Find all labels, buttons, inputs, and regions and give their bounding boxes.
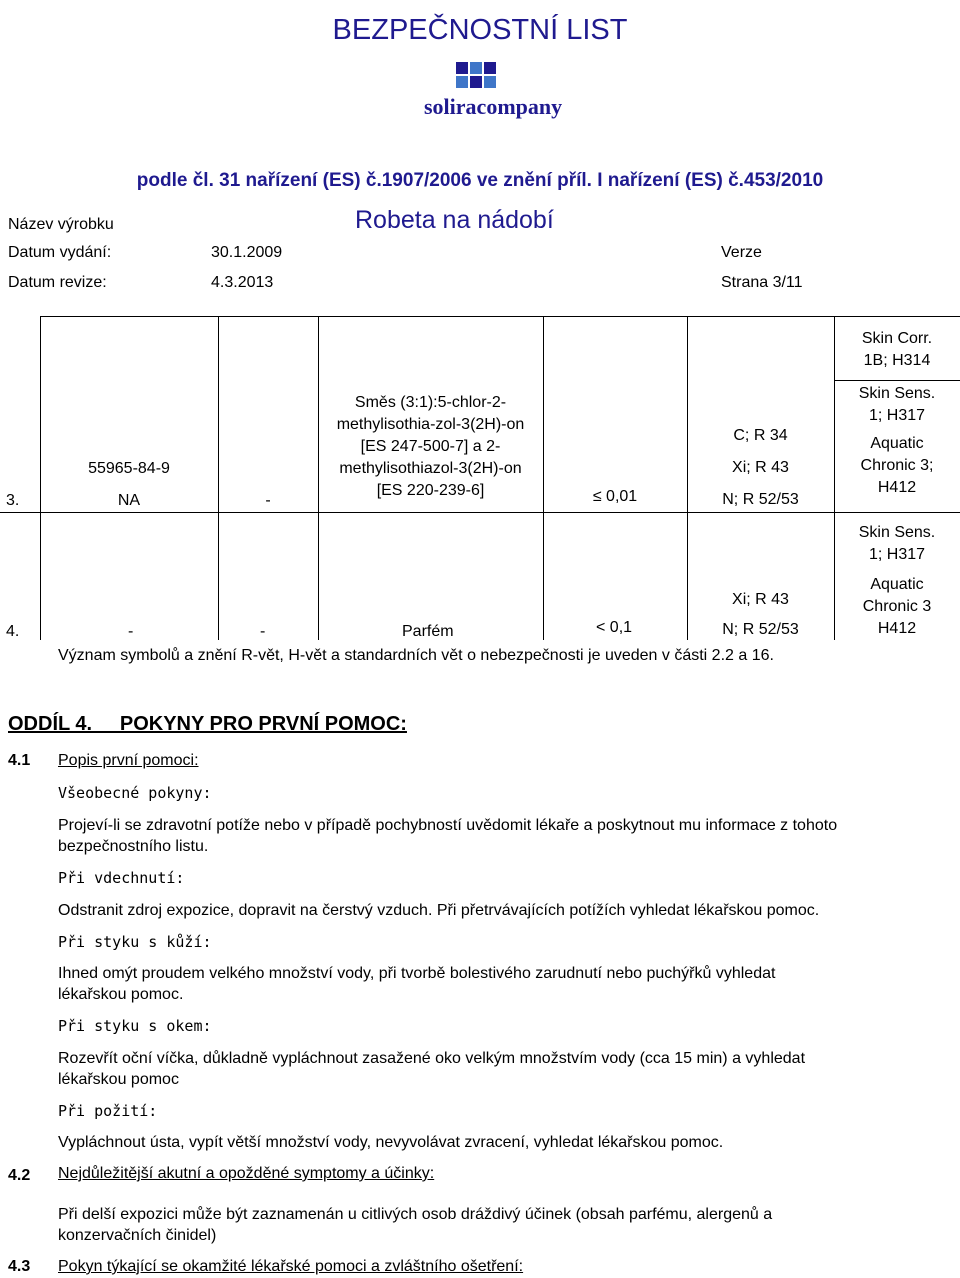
table-top-rule <box>40 316 960 317</box>
section-4-2-number: 4.2 <box>8 1167 31 1184</box>
row3-cas: 55965-84-9 <box>88 460 170 477</box>
regulation-line: podle čl. 31 nařízení (ES) č.1907/2006 ve znění příl. I nařízení (ES) č.453/2010 <box>136 170 824 191</box>
row4-class-line: Xi; R 43 <box>732 591 789 608</box>
section-4-title: ODDÍL 4. POKYNY PRO PRVNÍ POMOC: <box>8 713 407 735</box>
product-label: Název výrobku <box>8 216 114 233</box>
section-4-1-number: 4.1 <box>8 752 31 769</box>
product-name: Robeta na nádobí <box>355 206 554 234</box>
section-4-3-number: 4.3 <box>8 1258 31 1275</box>
row3-clp-line: 1B; H314 <box>863 352 931 369</box>
row4-class-line: N; R 52/53 <box>722 621 799 638</box>
row3-clp-line: Chronic 3; <box>860 457 934 474</box>
revision-date: 4.3.2013 <box>211 274 274 291</box>
row4-clp-line: H412 <box>877 620 917 637</box>
general-label: Všeobecné pokyny: <box>58 784 212 802</box>
row3-name-line: methylisothia-zol-3(2H)-on <box>336 416 525 433</box>
row3-concentration: ≤ 0,01 <box>592 488 638 505</box>
row3-clp-line: H412 <box>877 479 917 496</box>
table-footnote: Význam symbolů a znění R-vět, H-vět a standardních vět o nebezpečnosti je uveden v části 2.2 a 16. <box>58 647 774 664</box>
row3-number: 3. <box>6 492 20 509</box>
row3-class-line: C; R 34 <box>733 427 788 444</box>
skin-text: Ihned omýt proudem velkého množství vody, při tvorbě bolestivého zarudnutí nebo puchýřků vyhledat lékařskou pomoc. <box>58 965 776 1003</box>
table-cell-rule <box>834 380 960 381</box>
row3-clp-line: Skin Corr. <box>861 330 933 347</box>
row4-clp-line: 1; H317 <box>868 546 926 563</box>
section-4-2-text: Při delší expozici může být zaznamenán u citlivých osob dráždivý účinek (obsah parfému, alergenů a konzervačních činidel) <box>58 1206 773 1244</box>
row4-concentration: < 0,1 <box>596 619 633 636</box>
row3-class-line: Xi; R 43 <box>732 459 789 476</box>
version-label: Verze <box>721 244 762 261</box>
row3-clp-line: Aquatic <box>870 435 924 452</box>
ingestion-text: Vypláchnout ústa, vypít větší množství vody, nevyvolávat zvracení, vyhledat lékařskou pomoc. <box>58 1134 724 1151</box>
row4-ec: - <box>260 623 266 640</box>
row3-ec: NA <box>117 492 141 509</box>
row3-name-line: [ES 220-239-6] <box>376 482 485 499</box>
row4-classification <box>687 585 834 645</box>
row4-clp <box>834 522 960 640</box>
row4-number: 4. <box>6 623 20 640</box>
section-4-2-title: Nejdůležitější akutní a opožděné symptomy a účinky: <box>58 1165 435 1182</box>
row3-clp-line: 1; H317 <box>868 407 926 424</box>
row3-name-line: [ES 247-500-7] a 2- <box>360 438 501 455</box>
logo-text: soliracompany <box>424 94 563 119</box>
row3-clp-bottom <box>834 383 960 499</box>
revision-label: Datum revize: <box>8 274 107 291</box>
table-col-rule <box>543 316 544 640</box>
inhalation-text: Odstranit zdroj expozice, dopravit na čerstvý vzduch. Při přetrvávajících potížích vyhledat lékařskou pomoc. <box>58 902 820 919</box>
row3-name-line: Směs (3:1):5-chlor-2- <box>354 394 507 411</box>
row3-name <box>318 392 543 502</box>
skin-label: Při styku s kůží: <box>58 933 212 951</box>
row3-clp-top <box>834 328 960 372</box>
section-4-1-title: Popis první pomoci: <box>58 752 199 769</box>
general-text: Projeví-li se zdravotní potíže nebo v případě pochybností uvědomit lékaře a poskytnout mu informace z tohoto bezpečnostního listu. <box>58 817 838 855</box>
company-logo <box>422 58 563 136</box>
row3-index: - <box>265 492 271 509</box>
page-number: Strana 3/11 <box>721 274 803 291</box>
issue-label: Datum vydání: <box>8 244 112 261</box>
row4-clp-line: Aquatic <box>870 576 924 593</box>
row3-classification <box>687 420 834 516</box>
issue-date: 30.1.2009 <box>211 244 283 261</box>
eye-label: Při styku s okem: <box>58 1017 212 1035</box>
row4-cas: - <box>128 623 134 640</box>
row3-class-line: N; R 52/53 <box>722 491 799 508</box>
row3-name-line: methylisothiazol-3(2H)-on <box>339 460 522 477</box>
document-title: BEZPEČNOSTNÍ LIST <box>332 14 628 46</box>
ingestion-label: Při požití: <box>58 1102 158 1120</box>
row4-name: Parfém <box>402 623 454 640</box>
table-col-rule <box>218 316 219 640</box>
eye-text: Rozevřít oční víčka, důkladně vypláchnout zasažené oko velkým množstvím vody (cca 15 min) a vyhledat lékařskou pomoc <box>58 1050 806 1088</box>
inhalation-label: Při vdechnutí: <box>58 869 185 887</box>
row4-clp-line: Chronic 3 <box>862 598 932 615</box>
row4-clp-line: Skin Sens. <box>858 524 936 541</box>
row3-clp-line: Skin Sens. <box>858 385 936 402</box>
section-4-3-title: Pokyn týkající se okamžité lékařské pomoci a zvláštního ošetření: <box>58 1258 524 1275</box>
